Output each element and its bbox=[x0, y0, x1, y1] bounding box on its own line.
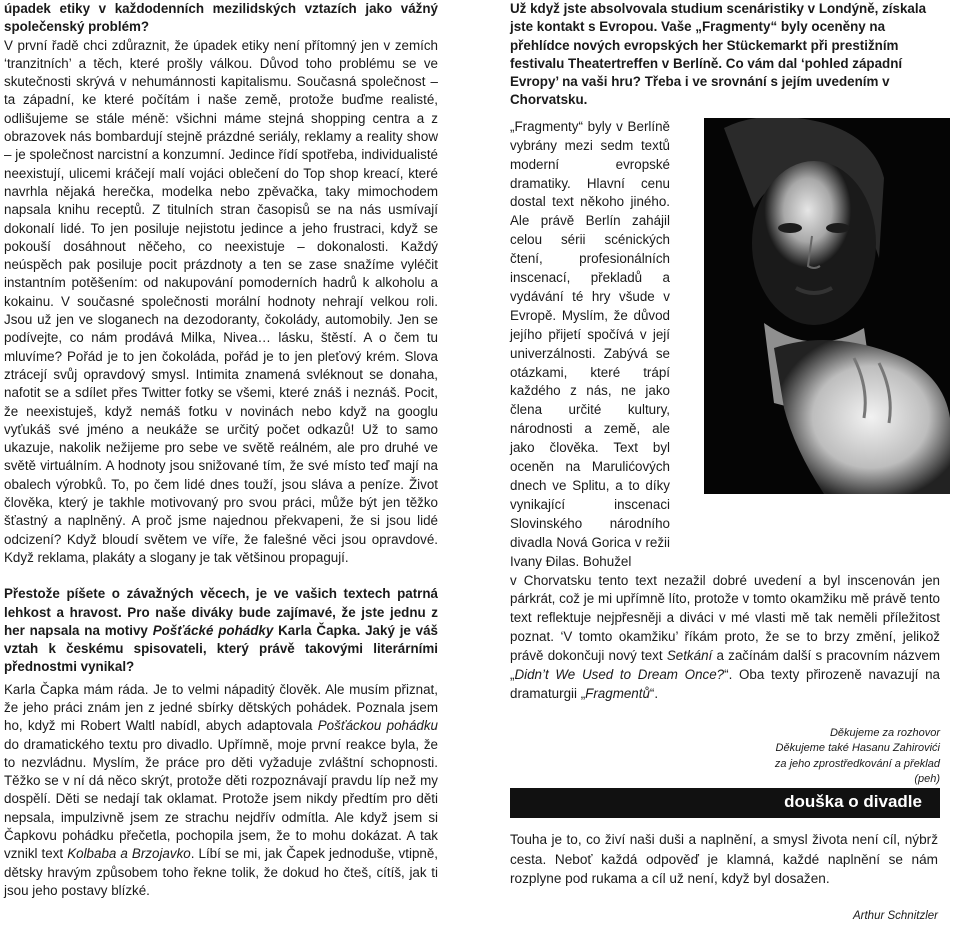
question-capek: Přestože píšete o závažných věcech, je ve vašich textech patrná lehkost a hravost. Pro naše diváky bude zajímavé, že jste jednu z her napsala na motivy Pošťácké pohádky Karla Čapka. Jaký je váš vztah k českému spisovateli, který právě takovými literárními přednostmi vynikal? bbox=[4, 586, 439, 675]
answer-europe-narrow: „Fragmenty“ byly v Berlíně vybrány mezi sedm textů moderní evropské dramatiky. Hlavní cenu dostal text někoho jiného. Ale právě Berlín zahájil celou sérii scénických čtení, profesionálních inscenací, překladů a vydávání té hry všude v Evropě. Myslím, že důvod jejího přijetí spočívá v její univerzálnosti. Zabývá se otázkami, které trápí každého z nás, ne jako člena určité kultury, národnosti a země, ale jako člověka. Text byl oceněn na Marulićových dnech ve Splitu, a to díky vynikající inscenaci Slovinského národního divadla Nová Gorica v režii Ivany Đilas. Bohužel bbox=[510, 118, 670, 569]
section-title: douška o divadle bbox=[510, 788, 940, 818]
quote-text: Touha je to, co živí naši duši a naplnění, a smysl života není cíl, nýbrž cesta. Neboť každá odpověď je klamná, každé naplnění se nám rozplyne pod rukama a cíl už není, když byl dosažen. bbox=[510, 832, 938, 886]
left-column bbox=[4, 0, 438, 900]
question-ethics: úpadek etiky v každodenních mezilidských vztazích jako vážný společenský problém? bbox=[4, 1, 438, 35]
thanks-block bbox=[510, 726, 940, 788]
portrait-photo-icon bbox=[704, 118, 950, 494]
thanks-line: za jeho zprostředkování a překlad bbox=[774, 757, 940, 770]
answer-capek: Karla Čapka mám ráda. Je to velmi nápaditý člověk. Ale musím přiznat, že jeho práci znám jen z jedné sbírky dětských pohádek. Poznala jsem ho, když mi Robert Waltl nabídl, abych adaptovala Pošťáckou pohádku do dramatického textu pro divadlo. Upřímně, moje první reakce byla, že to nezvládnu. Myslím, že práce pro děti vyžaduje zvláštní schopnosti. Těžko se v ní dá něco skrýt, protože děti rozpoznávají pravdu líp než my dospělí. Děti se nedají tak oklamat. Protože jsem nikdy předtím pro děti nepsala, impulzivně jsem ze strachu nejdřív odmítla. Ale když jsem si Čapkovu pohádku přečetla, pochopila jsem, že to mohu dokázat. A tak vznikl text Kolbaba a Brzojavko. Líbí se mi, jak Čapek jednoduše, vtipně, dětsky hravým způsobem toho řekne tolik, že dokud ho čteš, cítíš, jak ti jsou jeho postavy blízké. bbox=[4, 681, 439, 898]
question-europe: Už když jste absolvovala studium scenáristiky v Londýně, získala jste kontakt s Evropou. Vaše „Fragmenty“ byly oceněny na přehlídce nových evropských her Stückemarkt při prestižním festivalu Theatertreffen v Berlíně. Co vám dal ‘pohled západní Evropy’ na vaši hru? Třeba i ve srovnání s jejím uvedením v Chorvatsku. bbox=[510, 1, 927, 108]
answer-europe-wide: v Chorvatsku tento text nezažil dobré uvedení a byl inscenován jen párkrát, což je mi upřímně líto, protože v tomto okamžiku mě právě tento text reflektuje nejpřesněji a diváci v mé vlasti mě tak neměli příležitost poznat. ‘V tomto okamžiku’ říkám proto, že se to brzy změní, jelikož právě dokončuji nový text Setkání a začínám další s pracovním názvem „Didn’t We Used to Dream Once?“. Oba texty přirozeně navazují na dramaturgii „Fragmentů“. bbox=[510, 572, 940, 701]
answer-ethics: V první řadě chci zdůraznit, že úpadek etiky není přítomný jen v zemích ‘tranzitních’ a těch, které prošly válkou. Důvod toho problému se ve skutečnosti skrývá v nehumánnosti kapitalismu. Současná společnost – ta západní, ke které počítám i naše země, protože buďme realisté, odlišujeme se stále méně: všichni máme stejná shopping centra a z obrazovek nás bombardují stejně prázdné seriály, reklamy a reality show – je společnost narcistní a konzumní. Jedince řídí spotřeba, individualisté neexistují, ulicemi kráčejí malí vojáci oblečení do Top shop kreací, které navrhla nějaká herečka, modelka nebo zpěvačka, taky mimochodem napsala knihu receptů. Z titulních stran časopisů se na nás usmívají dokonalí lidé. To jen posiluje nejistotu jedince a jeho frustraci, když se pokouší dosáhnout něčeho, co neexistuje – dokonalosti. Každý neúspěch pak posiluje pocit prázdnoty a ten se zase snažíme vyléčit instantním potěšením: od nakupování pomoderních hadrů k alkoholu a kokainu. V současné společnosti morální hodnoty nehrají velkou roli. Jsou už jen ve sloganech na dezodoranty, čokolády, automobily. Jen se podívejte, co nám prodává Milka, Nivea… lásku, štěstí. A o čem tu mluvíme? Pořád je to jen čokoláda, pořád je to jen pleťový krém. Slova ztrácejí svůj opravdový smysl. Intimita znamená svléknout se donaha, nafotit se a sdílet přes Twitter fotky se všemi, které znáš i neznáš. Pocit, že neexistuješ, když nemáš fotku v novinách nebo když na googlu vyťukáš své jméno a neukáže se určitý počet odkazů! Už to samo ukazuje, nakolik nežijeme pro sebe ve světě reálném, ale pro druhé ve světě virtuálním. A hodnoty jsou snižované tím, že své místo teď mají na obalech výrobků. To, po čem lidé dnes touží, jsou sláva a peníze. Život člověka, který je takhle motivovaný pro svou práci, může být jen těžko šťastný a naplněný. A proč jsme najednou překvapeni, že si jsou lidé odcizení? Když bloudí světem ve víře, že falešné věci jsou opravdové. Když reklama, plakáty a slogany je tak většinou propagují. bbox=[4, 37, 438, 565]
thanks-line: Děkujeme za rozhovor bbox=[829, 726, 940, 739]
thanks-line: Děkujeme také Hasanu Zahirovići bbox=[775, 742, 940, 755]
quote-author: Arthur Schnitzler bbox=[852, 910, 938, 922]
right-column bbox=[510, 0, 940, 788]
thanks-line: (peh) bbox=[914, 773, 940, 786]
